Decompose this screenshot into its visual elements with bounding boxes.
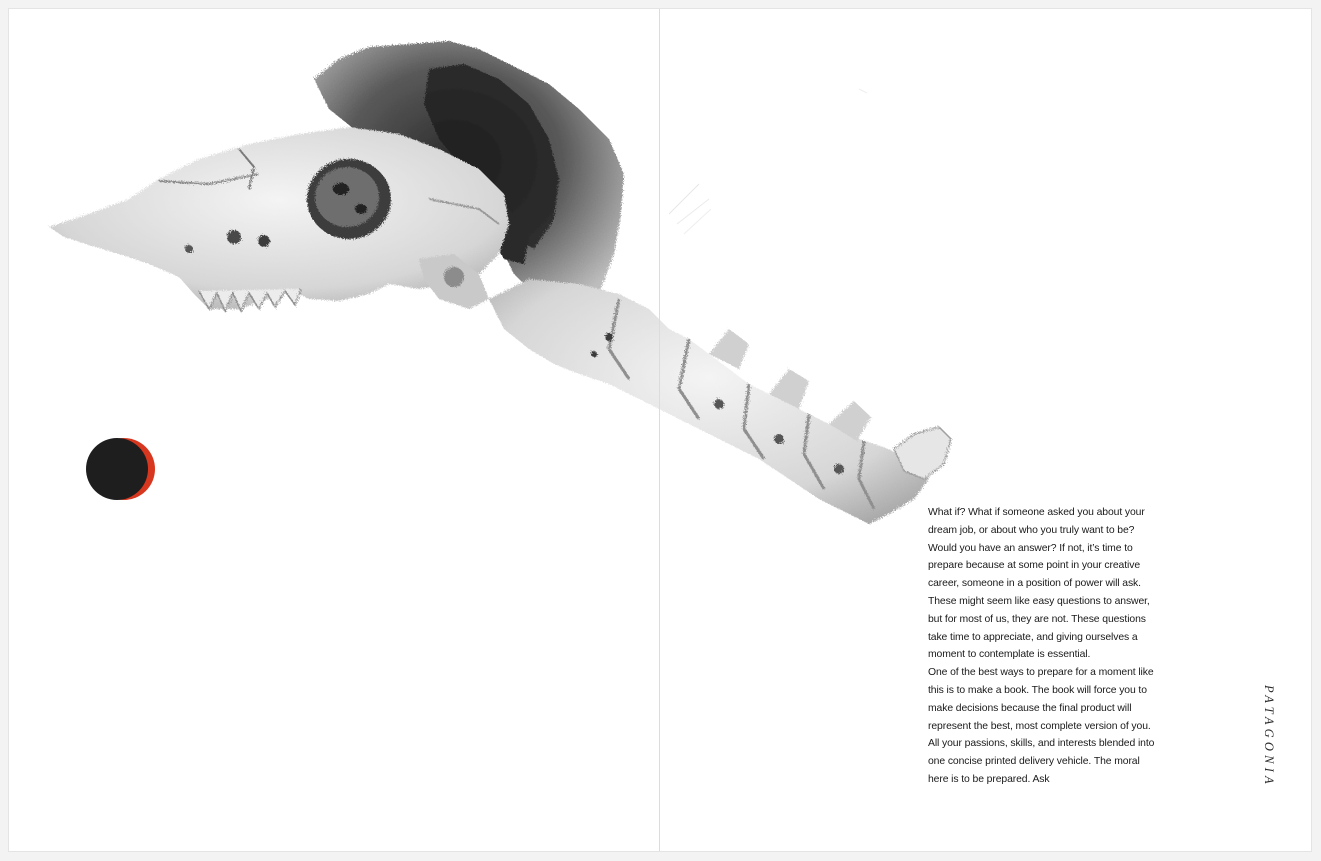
body-paragraph: What if? What if someone asked you about your dream job, or about who you truly want to be? Would you have an answer? If not, it’s time to prepare because at some point in your creative career, someone in a position of power will ask. These might seem like easy questions to answer, but for most of us, they are not. These questions take time to appreciate, and giving ourselves a moment to contemplate is essential. — [928, 507, 1150, 661]
spine — [489, 279, 951, 524]
body-copy — [928, 504, 1158, 789]
magazine-spread — [9, 9, 1311, 851]
page-gutter — [659, 9, 660, 851]
skull — [49, 127, 509, 311]
moon-icon — [84, 437, 158, 501]
faint-marks — [669, 89, 867, 234]
brand-wordmark: PATAGONIA — [1262, 685, 1276, 788]
body-paragraph: One of the best ways to prepare for a moment like this is to make a book. The book will force you to make decisions because the final product will represent the best, most complete version of you. All your passions, skills, and interests blended into one concise printed delivery vehicle. The moral here is to be prepared. Ask — [928, 667, 1155, 785]
